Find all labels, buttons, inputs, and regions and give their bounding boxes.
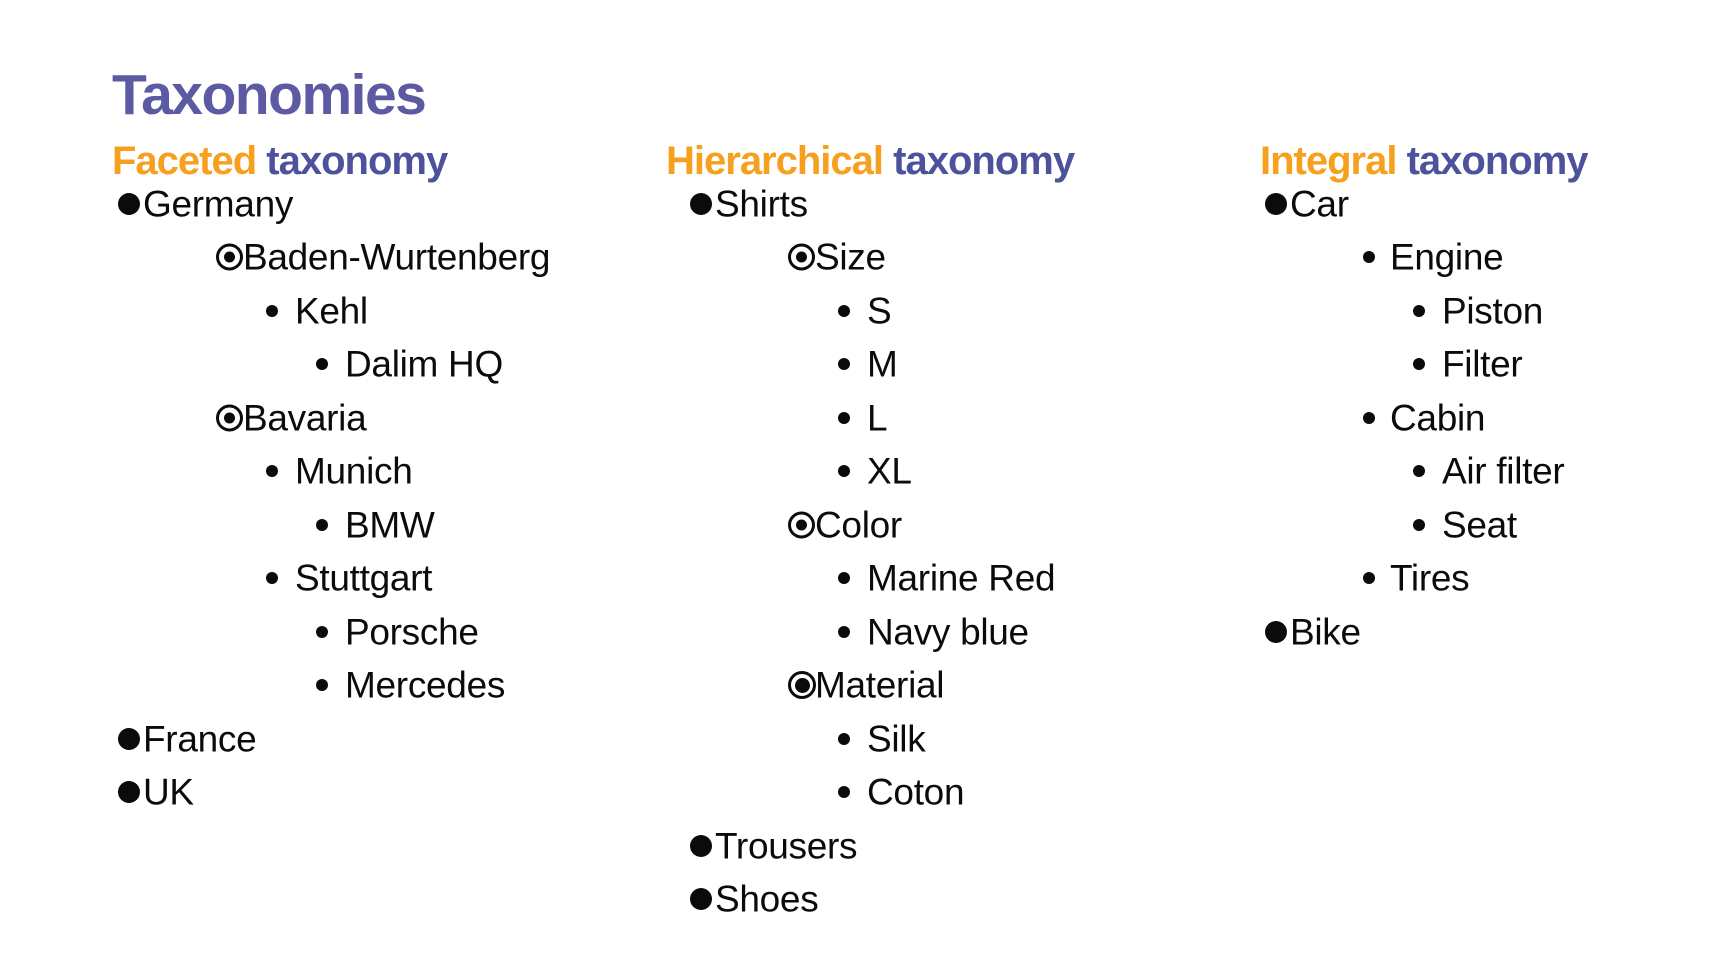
dot-bullet-icon [838, 465, 850, 477]
taxonomy-item-label: France [143, 718, 257, 760]
dot-bullet-icon [1413, 358, 1425, 370]
taxonomy-item-label: BMW [345, 504, 435, 546]
disc-bullet-icon [1265, 621, 1287, 643]
fisheye-bullet-icon [216, 404, 243, 431]
heading-accent-word: Integral [1260, 139, 1397, 184]
taxonomy-item-label: Shoes [715, 878, 819, 920]
taxonomy-item-label: Car [1290, 183, 1349, 225]
taxonomy-item-label: Baden-Wurtenberg [243, 236, 551, 278]
taxonomy-item-label: Size [815, 236, 886, 278]
taxonomy-item-label: Coton [867, 771, 965, 813]
dot-bullet-icon [266, 305, 278, 317]
dot-bullet-icon [838, 786, 850, 798]
page-title: Taxonomies [112, 63, 426, 128]
disc-bullet-icon [690, 888, 712, 910]
taxonomy-item-label: Kehl [295, 290, 368, 332]
taxonomy-item-label: Trousers [715, 825, 858, 867]
taxonomy-item-label: Material [815, 664, 945, 706]
taxonomy-item-label: Color [815, 504, 902, 546]
taxonomy-item-label: Filter [1442, 343, 1523, 385]
dot-bullet-icon [838, 305, 850, 317]
taxonomy-item-label: Bike [1290, 611, 1361, 653]
taxonomy-item-label: Navy blue [867, 611, 1029, 653]
taxonomy-item-label: Marine Red [867, 557, 1056, 599]
taxonomy-item-label: Stuttgart [295, 557, 433, 599]
dot-bullet-icon [316, 679, 328, 691]
heading-accent-word: Faceted [112, 139, 257, 184]
taxonomy-item-label: Seat [1442, 504, 1517, 546]
disc-bullet-icon [690, 193, 712, 215]
dot-bullet-icon [838, 412, 850, 424]
dot-bullet-icon [1363, 572, 1375, 584]
disc-bullet-icon [1265, 193, 1287, 215]
heading-rest-word: taxonomy [893, 139, 1075, 184]
dot-bullet-icon [838, 358, 850, 370]
dot-bullet-icon [266, 572, 278, 584]
dot-bullet-icon [1363, 412, 1375, 424]
dot-bullet-icon [1413, 465, 1425, 477]
disc-bullet-icon [118, 728, 140, 750]
taxonomy-item-label: Munich [295, 450, 413, 492]
fisheye-bullet-icon [216, 244, 243, 271]
taxonomy-item-label: M [867, 343, 898, 385]
fisheye-bullet-icon [788, 511, 815, 538]
taxonomy-item-label: S [867, 290, 892, 332]
taxonomy-item-label: Germany [143, 183, 294, 225]
taxonomy-item-label: Mercedes [345, 664, 506, 706]
taxonomy-item-label: Cabin [1390, 397, 1486, 439]
dot-bullet-icon [316, 519, 328, 531]
heading-accent-word: Hierarchical [666, 139, 884, 184]
taxonomy-item-label: Piston [1442, 290, 1544, 332]
column-heading-faceted [112, 137, 447, 185]
fisheye-bold-bullet-icon [788, 671, 816, 699]
heading-rest-word: taxonomy [266, 139, 448, 184]
disc-bullet-icon [690, 835, 712, 857]
dot-bullet-icon [838, 572, 850, 584]
fisheye-bullet-icon [788, 244, 815, 271]
taxonomy-item-label: Engine [1390, 236, 1504, 278]
column-heading-integral [1260, 137, 1588, 185]
taxonomy-item-label: Dalim HQ [345, 343, 503, 385]
dot-bullet-icon [838, 626, 850, 638]
disc-bullet-icon [118, 781, 140, 803]
dot-bullet-icon [1413, 519, 1425, 531]
dot-bullet-icon [838, 733, 850, 745]
dot-bullet-icon [266, 465, 278, 477]
taxonomy-item-label: Shirts [715, 183, 808, 225]
taxonomy-item-label: Air filter [1442, 450, 1565, 492]
taxonomy-item-label: Silk [867, 718, 926, 760]
disc-bullet-icon [118, 193, 140, 215]
dot-bullet-icon [316, 358, 328, 370]
taxonomy-item-label: Tires [1390, 557, 1470, 599]
dot-bullet-icon [1363, 251, 1375, 263]
taxonomy-item-label: L [867, 397, 888, 439]
heading-rest-word: taxonomy [1406, 139, 1588, 184]
dot-bullet-icon [1413, 305, 1425, 317]
taxonomy-item-label: Porsche [345, 611, 479, 653]
taxonomy-item-label: XL [867, 450, 912, 492]
dot-bullet-icon [316, 626, 328, 638]
taxonomy-item-label: Bavaria [243, 397, 367, 439]
taxonomy-item-label: UK [143, 771, 194, 813]
column-heading-hierarchical [666, 137, 1074, 185]
